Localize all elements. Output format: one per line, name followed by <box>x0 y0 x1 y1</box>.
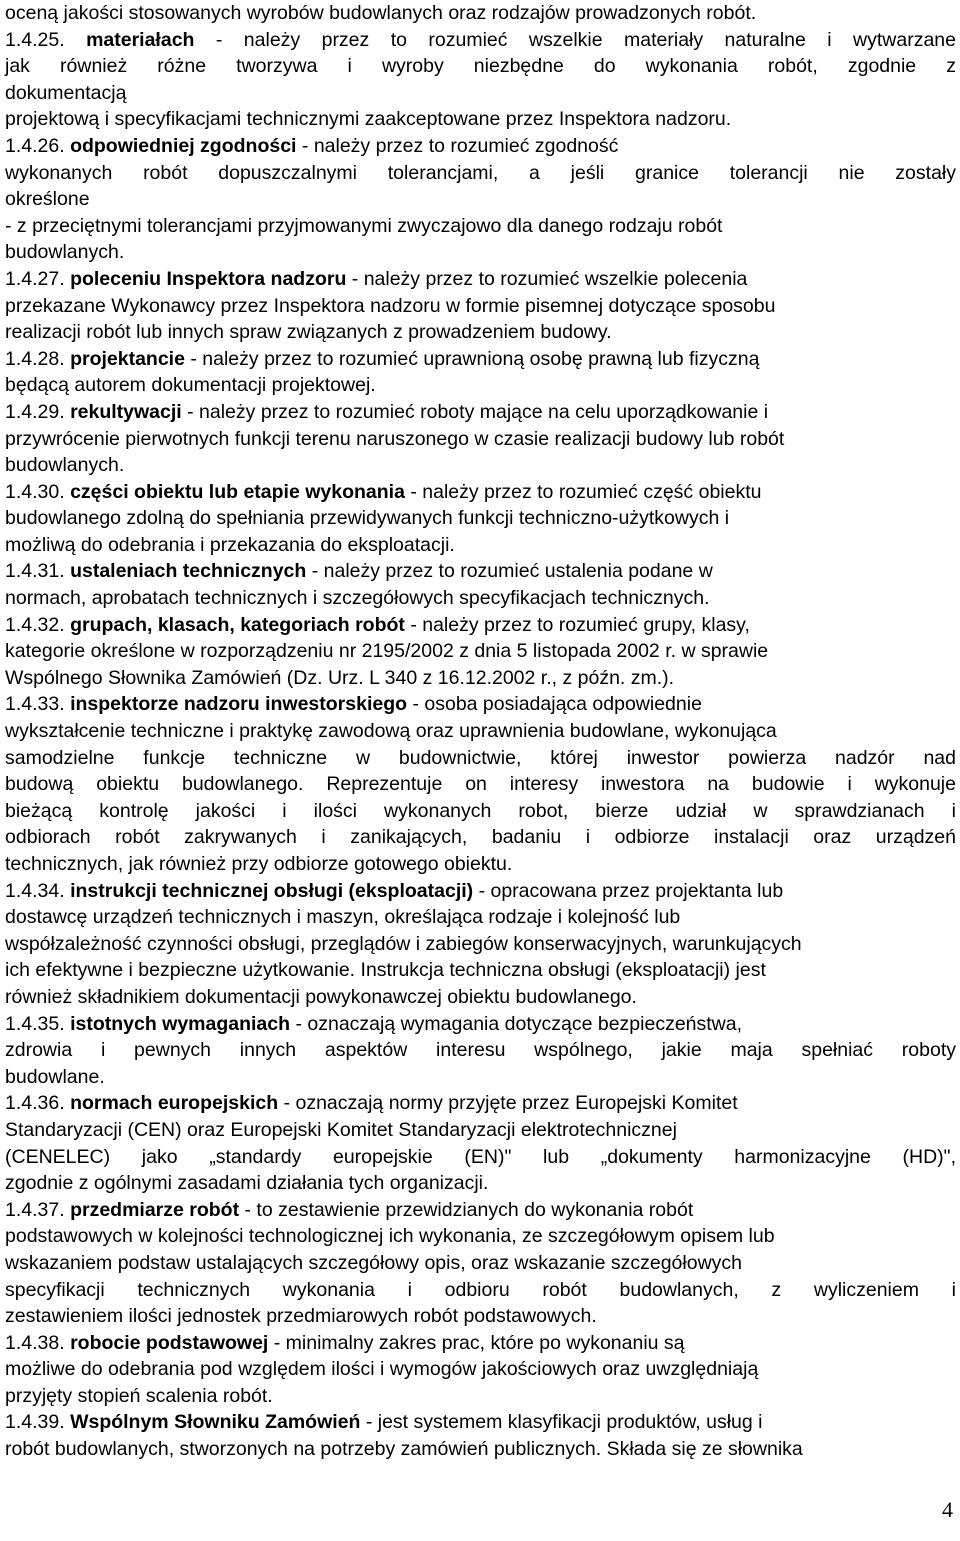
term-heading: ustaleniach technicznych <box>70 560 307 583</box>
text-span: 1.4.33. <box>5 693 71 716</box>
text-line <box>5 1170 956 1197</box>
term-heading: części obiektu lub etapie wykonania <box>70 480 405 503</box>
text-line <box>5 984 956 1011</box>
text-span: zestawieniem ilości jednostek przedmiarowych robót podstawowych. <box>5 1305 597 1328</box>
text-line <box>5 691 956 718</box>
text-span: 1.4.31. <box>5 560 71 583</box>
text-span: zgodnie z ogólnymi zasadami działania tych organizacji. <box>5 1172 489 1195</box>
text-span: 1.4.26. <box>5 134 71 157</box>
text-line <box>5 1090 956 1117</box>
text-span: realizacji robót lub innych spraw związanych z prowadzeniem budowy. <box>5 321 612 344</box>
text-line <box>5 1197 956 1224</box>
text-span: bieżącą kontrolę jakości i ilości wykonanych robot, bierze udział w sprawdzianach i <box>5 799 956 822</box>
text-span: 1.4.27. <box>5 267 71 290</box>
text-span: - oznaczają normy przyjęte przez Europejski Komitet <box>278 1092 738 1115</box>
text-span: budowlane. <box>5 1065 105 1088</box>
text-line <box>5 80 956 107</box>
text-span: również składnikiem dokumentacji powykonawczej obiektu budowlanego. <box>5 985 637 1008</box>
text-span: - minimalny zakres prac, które po wykonaniu są <box>268 1331 685 1354</box>
term-heading: normach europejskich <box>70 1092 279 1115</box>
text-span: 1.4.38. <box>5 1331 71 1354</box>
text-span: dokumentacją <box>5 81 127 104</box>
text-line <box>5 27 956 54</box>
text-span: 1.4.39. <box>5 1411 71 1434</box>
text-span: odbiorach robót zakrywanych i zanikających, badaniu i odbiorze instalacji oraz urządzeń <box>5 826 956 849</box>
text-line <box>5 319 956 346</box>
text-span: 1.4.32. <box>5 613 71 636</box>
text-span: (CENELEC) jako „standardy europejskie (EN)" lub „dokumenty harmonizacyjne (HD)", <box>5 1145 956 1168</box>
text-line <box>5 426 956 453</box>
text-span: budową obiektu budowlanego. Reprezentuje on interesy inwestora na budowie i wykonuje <box>5 773 956 796</box>
text-span: budowlanego zdolną do spełniania przewidywanych funkcji techniczno-użytkowych i <box>5 507 730 530</box>
text-span: - należy przez to rozumieć część obiektu <box>404 480 762 503</box>
term-heading: Wspólnym Słowniku Zamówień <box>70 1411 361 1434</box>
text-span: możliwą do odebrania i przekazania do eksploatacji. <box>5 533 455 556</box>
term-heading: istotnych wymaganiach <box>70 1012 291 1035</box>
text-span: - oznaczają wymagania dotyczące bezpieczeństwa, <box>290 1012 743 1035</box>
text-span: - to zestawienie przewidzianych do wykonania robót <box>239 1198 694 1221</box>
text-line <box>5 452 956 479</box>
document-body <box>5 0 956 1463</box>
text-line <box>5 1303 956 1330</box>
text-span: dostawcę urządzeń technicznych i maszyn, określająca rodzaje i kolejność lub <box>5 906 681 929</box>
term-heading: robocie podstawowej <box>70 1331 269 1354</box>
text-span: 1.4.28. <box>5 347 71 370</box>
text-line <box>5 1277 956 1304</box>
text-line <box>5 1250 956 1277</box>
text-line <box>5 931 956 958</box>
text-line <box>5 957 956 984</box>
text-line <box>5 1037 956 1064</box>
text-span: normach, aprobatach technicznych i szczegółowych specyfikacjach technicznych. <box>5 587 710 610</box>
text-span: - osoba posiadająca odpowiednie <box>407 693 702 716</box>
text-line <box>5 213 956 240</box>
text-line <box>5 1144 956 1171</box>
text-line <box>5 1011 956 1038</box>
text-line <box>5 1330 956 1357</box>
text-span: przywrócenie pierwotnych funkcji terenu naruszonego w czasie realizacji budowy lub robót <box>5 427 785 450</box>
text-span: - jest systemem klasyfikacji produktów, usług i <box>360 1411 763 1434</box>
text-span: 1.4.30. <box>5 480 71 503</box>
text-line <box>5 585 956 612</box>
text-span: podstawowych w kolejności technologicznej ich wykonania, ze szczegółowym opisem lub <box>5 1225 775 1248</box>
text-span: - z przeciętnymi tolerancjami przyjmowanymi zwyczajowo dla danego rodzaju robót <box>5 214 723 237</box>
text-span: projektową i specyfikacjami technicznymi zaakceptowane przez Inspektora nadzoru. <box>5 108 732 131</box>
text-line <box>5 1409 956 1436</box>
text-line <box>5 399 956 426</box>
text-span: - należy przez to rozumieć grupy, klasy, <box>404 613 750 636</box>
text-line <box>5 878 956 905</box>
text-span: przyjęty stopień scalenia robót. <box>5 1384 273 1407</box>
term-heading: projektancie <box>70 347 185 370</box>
text-line <box>5 851 956 878</box>
text-line <box>5 346 956 373</box>
text-span: 1.4.34. <box>5 879 71 902</box>
text-line <box>5 1436 956 1463</box>
text-span: 1.4.25. <box>5 28 87 51</box>
text-span: budowlanych. <box>5 241 125 264</box>
text-line <box>5 106 956 133</box>
text-span: wykształcenie techniczne i praktykę zawodową oraz uprawnienia budowlane, wykonująca <box>5 720 777 743</box>
text-span: Wspólnego Słownika Zamówień (Dz. Urz. L 340 z 16.12.2002 r., z późn. zm.). <box>5 666 675 689</box>
text-span: 1.4.36. <box>5 1092 71 1115</box>
text-span: technicznych, jak również przy odbiorze gotowego obiektu. <box>5 853 513 875</box>
text-span: kategorie określone w rozporządzeniu nr 2195/2002 z dnia 5 listopada 2002 r. w sprawie <box>5 640 769 663</box>
text-span: możliwe do odebrania pod względem ilości i wymogów jakościowych oraz uwzględniają <box>5 1358 759 1381</box>
term-heading: poleceniu Inspektora nadzoru <box>70 267 347 290</box>
term-heading: odpowiedniej zgodności <box>70 134 297 157</box>
term-heading: grupach, klasach, kategoriach robót <box>70 613 405 636</box>
text-line <box>5 293 956 320</box>
term-heading: instrukcji technicznej obsługi (eksploatacji) <box>70 879 474 902</box>
text-span: będącą autorem dokumentacji projektowej. <box>5 374 376 397</box>
text-line <box>5 186 956 213</box>
text-span: 1.4.29. <box>5 400 71 423</box>
text-span: 1.4.37. <box>5 1198 71 1221</box>
text-span: jak również różne tworzywa i wyroby niezbędne do wykonania robót, zgodnie z <box>5 55 956 78</box>
text-line <box>5 638 956 665</box>
text-span: - należy przez to rozumieć zgodność <box>296 134 619 157</box>
text-line <box>5 558 956 585</box>
text-span: określone <box>5 188 90 211</box>
term-heading: rekultywacji <box>70 400 182 423</box>
text-line <box>5 133 956 160</box>
text-line <box>5 718 956 745</box>
text-line <box>5 266 956 293</box>
text-line <box>5 1064 956 1091</box>
text-line <box>5 904 956 931</box>
text-span: 1.4.35. <box>5 1012 71 1035</box>
text-span: - należy przez to rozumieć wszelkie materiały naturalne i wytwarzane <box>194 28 956 51</box>
text-span: budowlanych. <box>5 454 125 477</box>
text-line <box>5 160 956 187</box>
text-span: - należy przez to rozumieć ustalenia podane w <box>306 560 713 583</box>
term-heading: inspektorze nadzoru inwestorskiego <box>70 693 408 716</box>
text-line <box>5 745 956 772</box>
text-span: - należy przez to rozumieć wszelkie polecenia <box>346 267 748 290</box>
text-line <box>5 53 956 80</box>
text-line <box>5 612 956 639</box>
text-line <box>5 798 956 825</box>
text-span: wykonanych robót dopuszczalnymi tolerancjami, a jeśli granice tolerancji nie zostały <box>5 161 956 184</box>
text-line <box>5 479 956 506</box>
text-span: przekazane Wykonawcy przez Inspektora nadzoru w formie pisemnej dotyczące sposobu <box>5 294 776 317</box>
text-line <box>5 372 956 399</box>
text-line <box>5 1117 956 1144</box>
text-span: wskazaniem podstaw ustalających szczegółowy opis, oraz wskazanie szczegółowych <box>5 1251 743 1274</box>
text-span: współzależność czynności obsługi, przeglądów i zabiegów konserwacyjnych, warunkujących <box>5 932 802 955</box>
text-span: robót budowlanych, stworzonych na potrzeby zamówień publicznych. Składa się ze słownika <box>5 1438 803 1461</box>
text-span: samodzielne funkcje techniczne w budownictwie, której inwestor powierza nadzór nad <box>5 746 956 769</box>
text-span: - należy przez to rozumieć roboty mające na celu uporządkowanie i <box>181 400 769 423</box>
text-line <box>5 771 956 798</box>
text-line <box>5 1383 956 1410</box>
page-number: 4 <box>942 1497 953 1522</box>
text-line <box>5 1223 956 1250</box>
text-line <box>5 824 956 851</box>
text-line <box>5 665 956 692</box>
text-span: ich efektywne i bezpieczne użytkowanie. Instrukcja techniczna obsługi (eksploatacji) jest <box>5 959 766 982</box>
text-span: specyfikacji technicznych wykonania i odbioru robót budowlanych, z wyliczeniem i <box>5 1278 956 1301</box>
text-line <box>5 532 956 559</box>
text-span: - opracowana przez projektanta lub <box>473 879 784 902</box>
text-span: zdrowia i pewnych innych aspektów interesu wspólnego, jakie maja spełniać roboty <box>5 1039 956 1062</box>
text-span: oceną jakości stosowanych wyrobów budowlanych oraz rodzajów prowadzonych robót. <box>5 2 757 24</box>
text-line <box>5 505 956 532</box>
text-line <box>5 0 956 27</box>
text-line <box>5 1356 956 1383</box>
text-line <box>5 239 956 266</box>
text-span: - należy przez to rozumieć uprawnioną osobę prawną lub fizyczną <box>184 347 760 370</box>
term-heading: przedmiarze robót <box>70 1198 240 1221</box>
text-span: Standaryzacji (CEN) oraz Europejski Komitet Standaryzacji elektrotechnicznej <box>5 1118 677 1141</box>
term-heading: materiałach <box>86 28 195 51</box>
